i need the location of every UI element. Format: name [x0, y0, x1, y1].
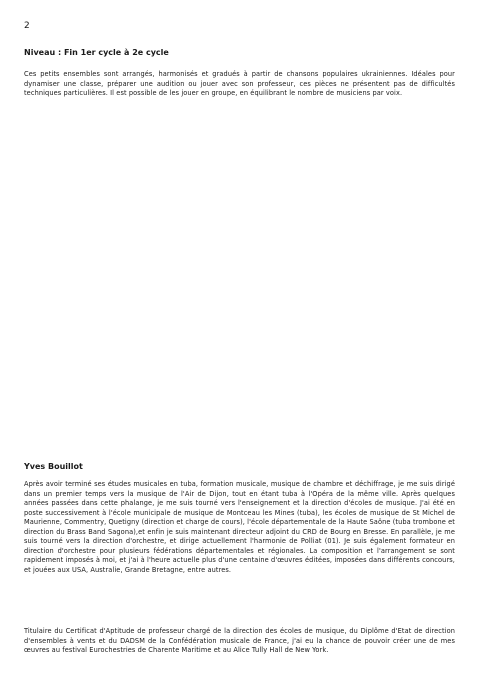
level-heading: Niveau : Fin 1er cycle à 2e cycle	[24, 48, 169, 57]
author-bio-paragraph-2: Titulaire du Certificat d'Aptitude de professeur chargé de la direction des écoles de musique, du Diplôme d'Etat de direction d'ensembles à vents et du DADSM de la Confédération musicale de France, j'ai eu la chance de pouvoir créer une de mes œuvres au festival Eurochestries de Charente Maritime et au Alice Tully Hall de New York.	[24, 627, 455, 654]
author-bio-paragraph-1: Après avoir terminé ses études musicales en tuba, formation musicale, musique de chambre et déchiffrage, je me suis dirigé dans un premier temps vers la musique de l'Air de Dijon, tout en étant tuba à l'Opéra de la même ville. Après quelques années passées dans cette phalange, je me suis tourné vers l'enseignement et la direction d'écoles de musique. J'ai été en poste successivement à l'école municipale de musique de Montceau les Mines (tuba), les écoles de musique de St Michel de Maurienne, Commentry, Quetigny (direction et charge de cours), l'école départementale de la Haute Saône (tuba trombone et direction du Brass Band Sagona),et enfin je suis maintenant directeur adjoint du CRD de Bourg en Bresse. En parallèle, je me suis tourné vers la direction d'orchestre, et dirige actuellement l'harmonie de Polliat (01). Je suis également formateur en direction d'orchestre pour plusieurs fédérations départementales et régionales. La composition et l'arrangement se sont rapidement imposés à moi, et j'ai à l'heure actuelle plus d'une centaine d'œuvres éditées, imposées dans différents concours, et jouées aux USA, Australie, Grande Bretagne, entre autres.	[24, 480, 455, 574]
page-number: 2	[24, 21, 30, 31]
author-heading: Yves Bouillot	[24, 462, 83, 471]
level-description: Ces petits ensembles sont arrangés, harmonisés et gradués à partir de chansons populaires ukrainiennes. Idéales pour dynamiser une classe, préparer une audition ou jouer avec son professeur, ces pièces ne présentent pas de difficultés techniques particulières. Il est possible de les jouer en groupe, en équilibrant le nombre de musiciens par voix.	[24, 70, 455, 97]
